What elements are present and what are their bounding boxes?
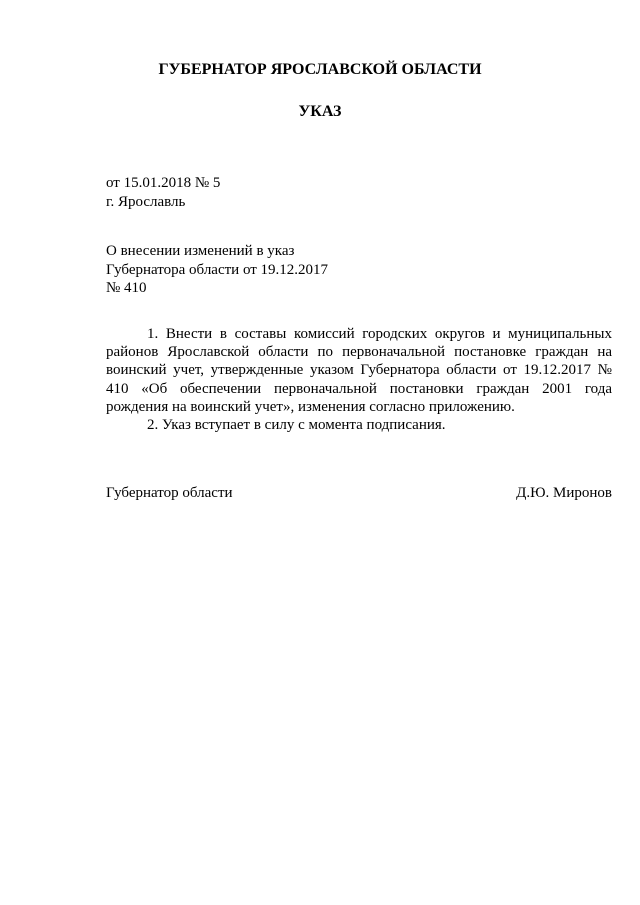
paragraph-2: 2. Указ вступает в силу с момента подписания. — [147, 417, 446, 434]
signature-block — [106, 484, 612, 502]
city-line: г. Ярославль — [106, 194, 186, 210]
decree-body — [106, 325, 612, 434]
document-type-heading: УКАЗ — [298, 103, 342, 120]
subject-block — [106, 242, 328, 298]
signer-position: Губернатор области — [106, 485, 233, 501]
subject-line: О внесении изменений в указ — [106, 243, 295, 259]
signer-name: Д.Ю. Миронов — [516, 485, 612, 501]
subject-line: № 410 — [106, 280, 147, 296]
subject-line: Губернатора области от 19.12.2017 — [106, 261, 329, 278]
issuer-heading: ГУБЕРНАТОР ЯРОСЛАВСКОЙ ОБЛАСТИ — [158, 61, 482, 78]
date-number-line: от 15.01.2018 № 5 — [106, 175, 221, 191]
paragraph-1: 1. Внести в составы комиссий городских округов и муниципальных районов Ярославской области по первоначальной постановке граждан на воинский учет, утвержденные указом Губернатора области от 19.12.2017 № 410 «Об обеспечении первоначальной постановки граждан 2001 года рождения на воинский учет», изменения согласно приложению. — [106, 326, 612, 415]
